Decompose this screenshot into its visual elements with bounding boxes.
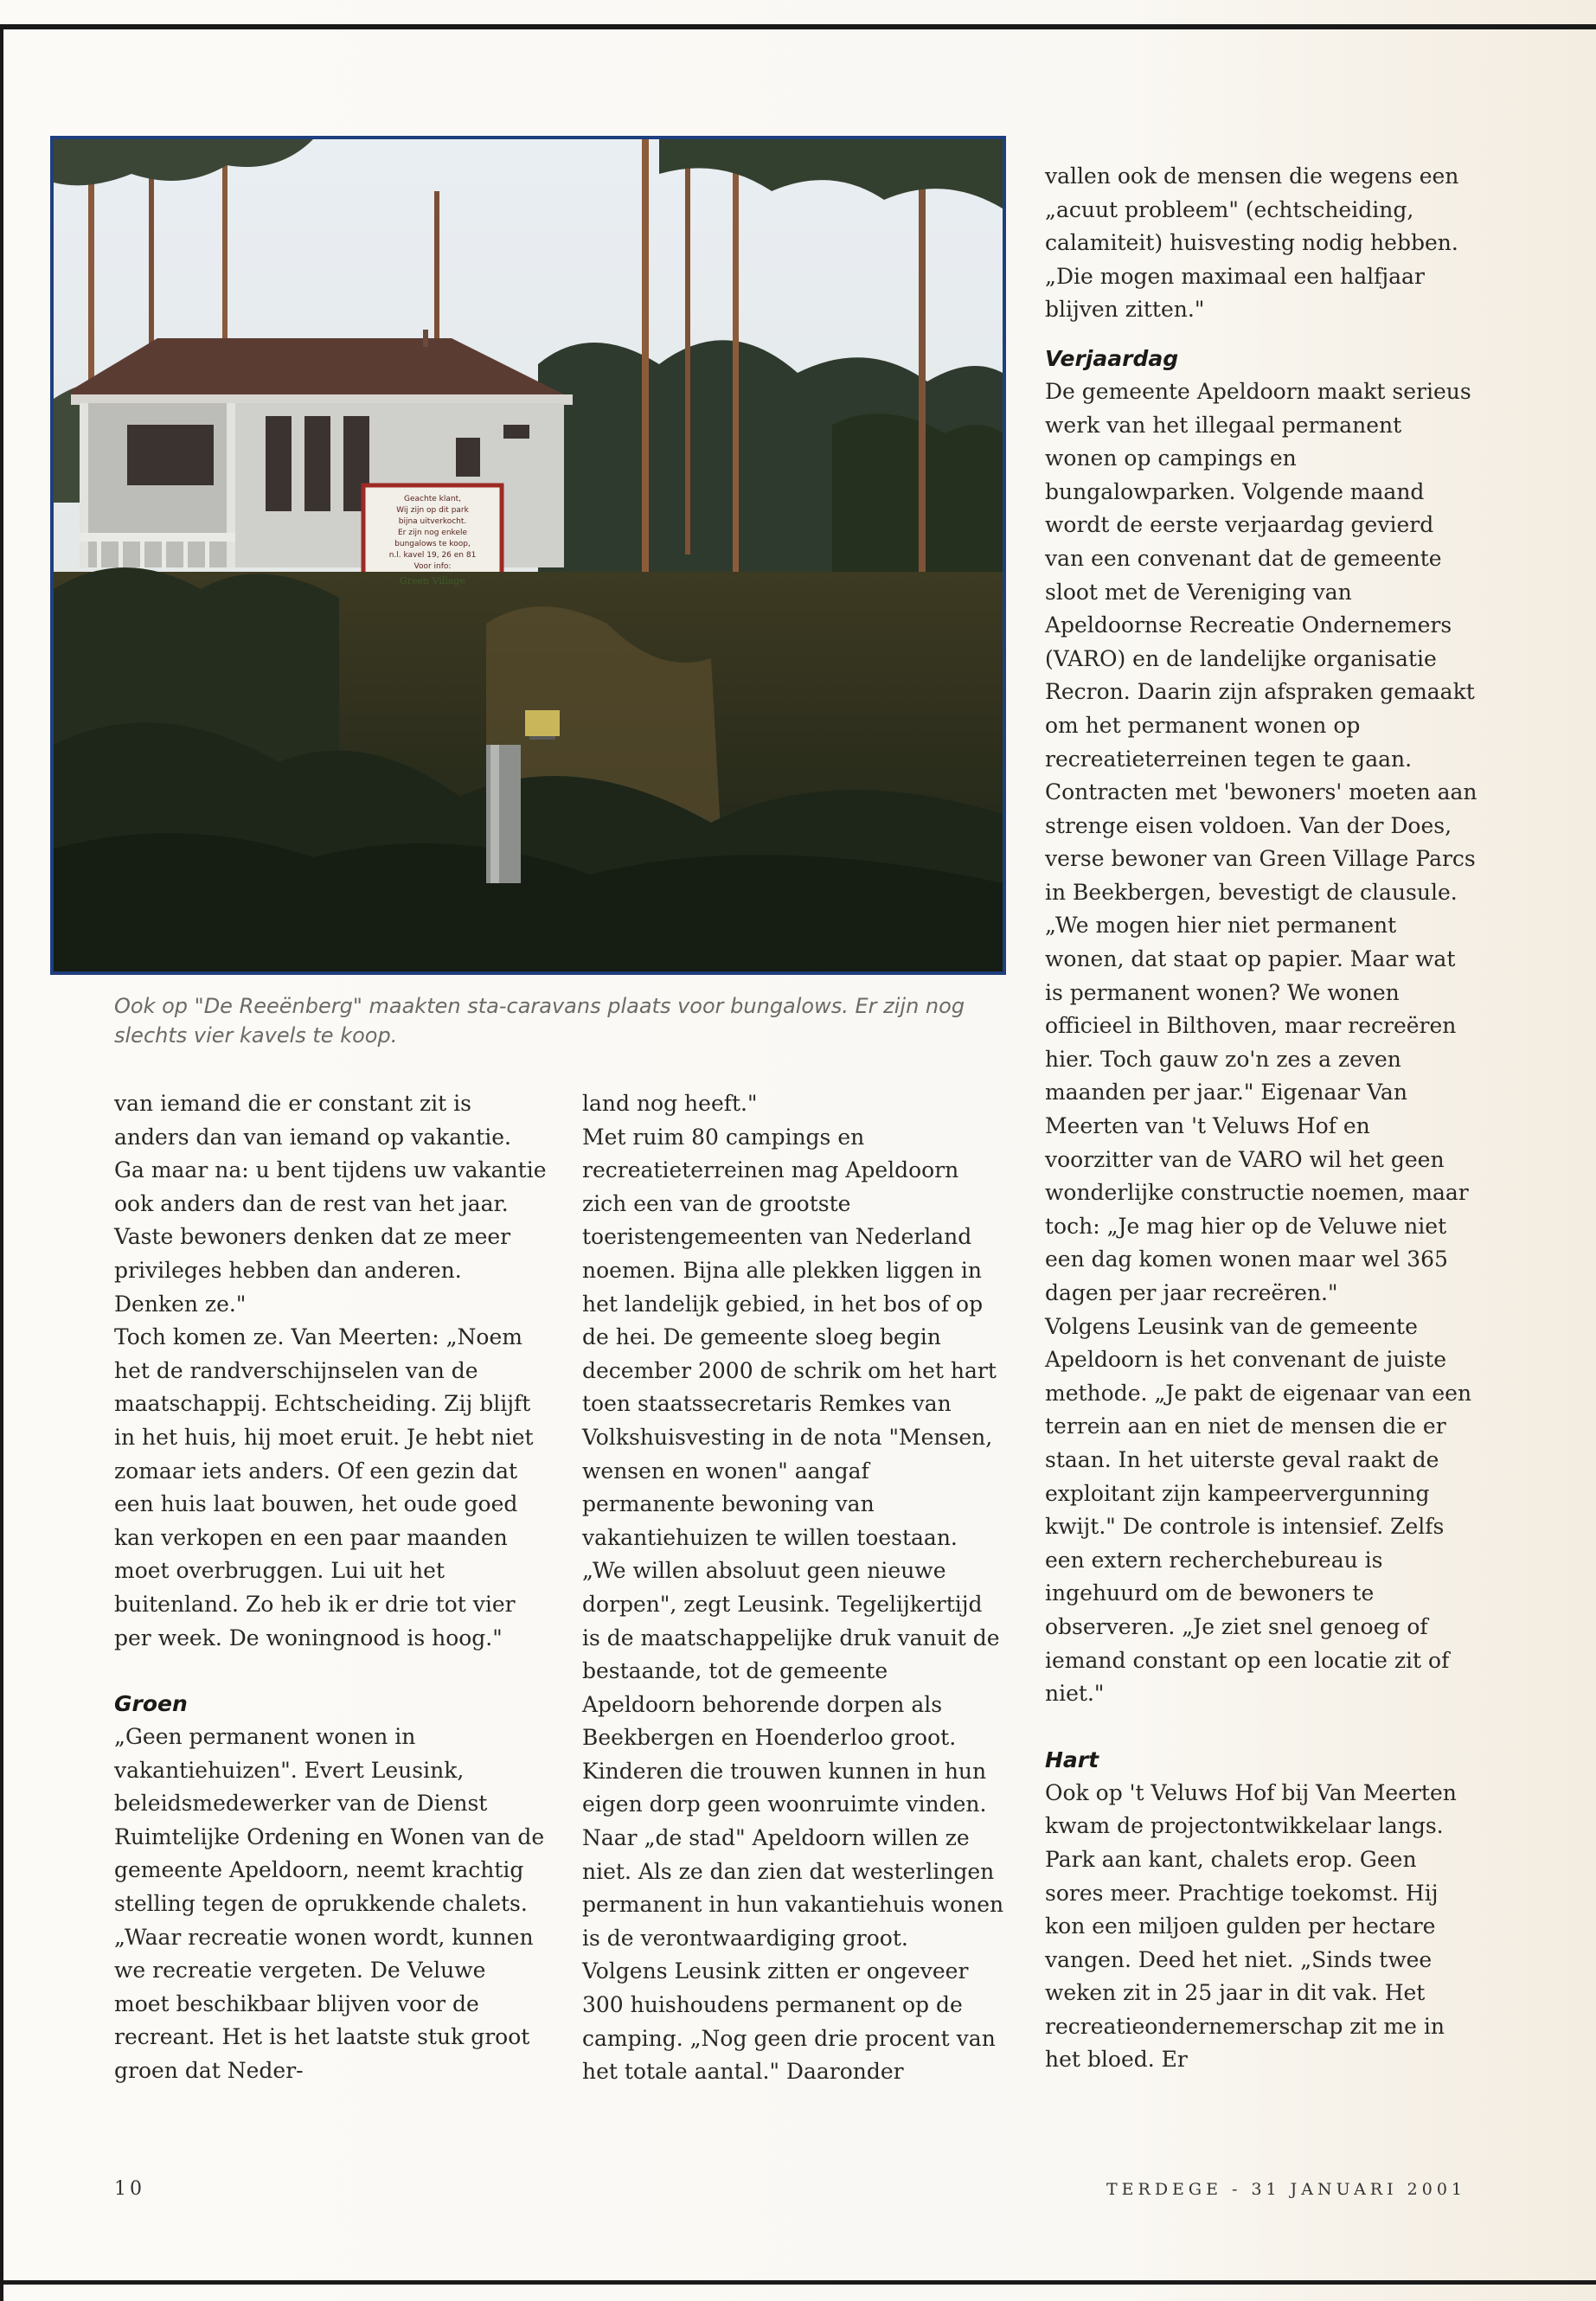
bottom-border — [0, 2280, 1596, 2285]
sign-text-line: Geachte klant, — [404, 495, 461, 503]
paragraph: „Geen permanent wonen in vakantiehuizen". Evert Leusink, beleidsmedewerker van de Dienst Ruimtelijke Ordening en Wonen van de gemeente Apeldoorn, neemt krachtig stelling tegen de oprukkende chalets. „Waar recreatie wonen wordt, kunnen we recreatie vergeten. De Veluwe moet beschikbaar blijven voor de recreant. Het is het laatste stuk groot groen dat Neder- — [114, 1724, 545, 2084]
text-column-1 — [114, 1087, 547, 2088]
subheading-groen: Groen — [114, 1691, 188, 1717]
text-column-2 — [582, 1087, 1006, 2089]
paragraph: Volgens Leusink zitten er ongeveer 300 huishoudens permanent op de camping. „Nog geen drie procent van het totale aantal." Daaronder — [582, 1958, 996, 2085]
paragraph: vallen ook de mensen die wegens een „acuut probleem" (echtscheiding, calamiteit) huisvesting nodig hebben. „Die mogen maximaal een halfjaar blijven zitten." — [1045, 163, 1459, 323]
paragraph: land nog heeft." — [582, 1091, 758, 1116]
paragraph: Met ruim 80 campings en recreatieterreinen mag Apeldoorn zich een van de grootste toeristengemeenten van Nederland noemen. Bijna alle plekken liggen in het landelijk gebied, in het bos of op de hei. De gemeente sloeg begin december 2000 de schrik om het hart toen staatssecretaris Remkes van Volkshuisvesting in de nota "Mensen, wensen en wonen" aangaf permanente bewoning van vakantiehuizen te willen toestaan. — [582, 1124, 997, 1550]
subheading-hart: Hart — [1045, 1747, 1099, 1772]
running-footer: TERDEGE - 31 JANUARI 2001 — [1106, 2180, 1466, 2199]
bungalow-photo — [50, 136, 1006, 975]
top-border — [0, 24, 1596, 29]
sign-text-line: Wij zijn op dit park — [396, 506, 469, 515]
paragraph: van iemand die er constant zit is anders dan van iemand op vakantie. Ga maar na: u bent tijdens uw vakantie ook anders dan de rest van het jaar. Vaste bewoners denken dat ze meer privileges hebben dan anderen. Denken ze." — [114, 1091, 547, 1317]
paragraph: „We willen absoluut geen nieuwe dorpen", zegt Leusink. Tegelijkertijd is de maatschappelijke druk vanuit de bestaande, tot de gemeente Apeldoorn behorende dorpen als Beekbergen en Hoenderloo groot. Kinderen die trouwen kunnen in hun eigen dorp geen woonruimte vinden. Naar „de stad" Apeldoorn willen ze niet. Als ze dan zien dat westerlingen permanent in hun vakantiehuis wonen is de verontwaardiging groot. — [582, 1558, 1004, 1951]
sign-text-line: bijna uitverkocht. — [398, 517, 467, 526]
page-number: 10 — [114, 2178, 145, 2200]
left-border — [0, 24, 3, 2301]
sign-text-line: Er zijn nog enkele — [397, 529, 468, 537]
paragraph: De gemeente Apeldoorn maakt serieus werk van het illegaal permanent wonen op campings en bungalowparken. Volgende maand wordt de eerste verjaardag gevierd van een convenant dat de gemeente sloot met de Vereniging van Apeldoornse Recreatie Ondernemers (VARO) en de landelijke organisatie Recron. Daarin zijn afspraken gemaakt om het permanent wonen op recreatieterreinen tegen te gaan. Contracten met 'bewoners' moeten aan strenge eisen voldoen. Van der Does, verse bewoner van Green Village Parcs in Beekbergen, bevestigt de clausule. „We mogen hier niet permanent wonen, dat staat op papier. Maar wat is permanent wonen? We wonen officieel in Bilthoven, maar recreëren hier. Toch gauw zo'n zes a zeven maanden per jaar." Eigenaar Van Meerten van 't Veluws Hof en voorzitter van de VARO wil het geen wonderlijke constructie noemen, maar toch: „Je mag hier op de Veluwe niet een dag komen wonen maar wel 365 dagen per jaar recreëren." — [1045, 378, 1477, 1305]
subheading-verjaardag: Verjaardag — [1045, 345, 1179, 371]
paragraph: Volgens Leusink van de gemeente Apeldoorn is het convenant de juiste methode. „Je pakt de eigenaar van een terrein aan en niet de mensen die er staan. In het uiterste geval raakt de exploitant zijn kampeervergunning kwijt." De controle is intensief. Zelfs een extern recherchebureau is ingehuurd om de bewoners te observeren. „Je ziet snel genoeg of iemand constant op een locatie zit of niet." — [1045, 1313, 1472, 1707]
photo-caption: Ook op "De Reeënberg" maakten sta-caravans plaats voor bungalows. Er zijn nog slechts vier kavels te koop. — [114, 994, 965, 1048]
text-column-3 — [1045, 160, 1477, 2077]
sign-text-line: n.l. kavel 19, 26 en 81 — [388, 551, 477, 560]
paragraph: Ook op 't Veluws Hof bij Van Meerten kwam de projectontwikkelaar langs. Park aan kant, chalets erop. Geen sores meer. Prachtige toekomst. Hij kon een miljoen gulden per hectare vangen. Deed het niet. „Sinds twee weken zit in 25 jaar in dit vak. Het recreatieondernemerschap zit me in het bloed. Er — [1045, 1779, 1457, 2073]
sign-brand-text: Green Village — [399, 575, 466, 586]
paragraph: Toch komen ze. Van Meerten: „Noem het de randverschijnselen van de maatschappij. Echtscheiding. Zij blijft in het huis, hij moet eruit. Je hebt niet zomaar iets anders. Of een gezin dat een huis laat bouwen, het oude goed kan verkopen en een paar maanden moet overbruggen. Lui uit het buitenland. Zo heb ik er drie tot vier per week. De woningnood is hoog." — [114, 1324, 534, 1650]
sign-text-line: bungalows te koop, — [394, 540, 471, 548]
photo-bungalow-icon — [54, 139, 1003, 971]
sign-text-line: Voor info: — [413, 562, 452, 571]
